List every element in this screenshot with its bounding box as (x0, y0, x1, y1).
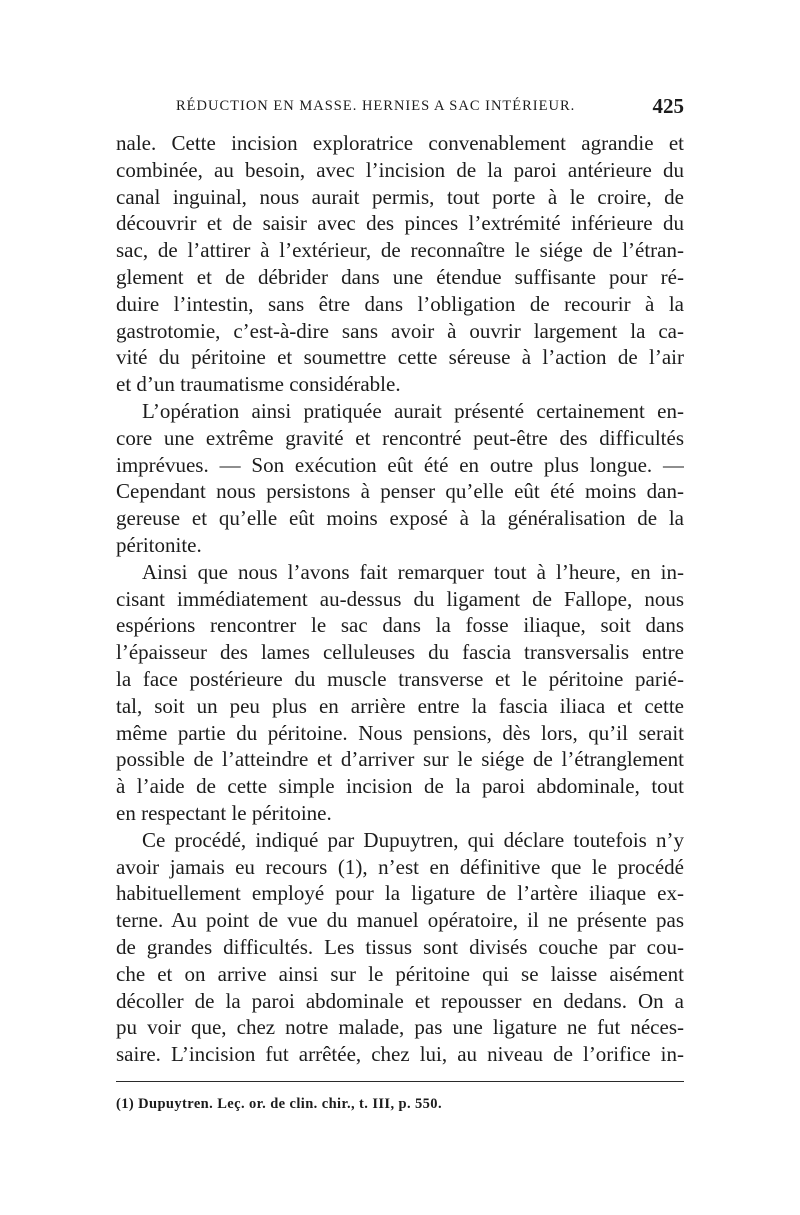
footnote-rule (116, 1081, 684, 1082)
body-text (116, 130, 684, 1068)
text-line: à l’aide de cette simple incision de la paroi abdominale, tout (116, 774, 684, 799)
text-line: duire l’intestin, sans être dans l’obligation de recourir à la (116, 291, 684, 316)
text-line: gereuse et qu’elle eût moins exposé à la généralisation de la (116, 506, 684, 531)
text-line: core une extrême gravité et rencontré peut-être des difficultés (116, 425, 684, 450)
text-line: décoller de la paroi abdominale et repousser en dedans. On a (116, 988, 684, 1013)
text-line: avoir jamais eu recours (1), n’est en définitive que le procédé (116, 854, 684, 879)
paragraph-start-line: L’opération ainsi pratiquée aurait présenté certainement en- (142, 398, 684, 423)
text-line: sac, de l’attirer à l’extérieur, de reconnaître le siége de l’étran- (116, 238, 684, 263)
running-title: RÉDUCTION EN MASSE. HERNIES A SAC INTÉRIEUR. (176, 98, 576, 114)
text-line: même partie du péritoine. Nous pensions, dès lors, qu’il serait (116, 720, 684, 745)
page-number: 425 (652, 94, 684, 118)
text-line: glement et de débrider dans une étendue suffisante pour ré- (116, 264, 684, 289)
paragraph-end-line: en respectant le péritoine. (116, 800, 332, 825)
text-line: cisant immédiatement au-dessus du ligament de Fallope, nous (116, 586, 684, 611)
text-line: nale. Cette incision exploratrice convenablement agrandie et (116, 131, 684, 155)
footnote: (1) Dupuytren. Leç. or. de clin. chir., t. III, p. 550. (116, 1096, 442, 1112)
text-line: canal inguinal, nous aurait permis, tout porte à le croire, de (116, 184, 684, 209)
text-line: possible de l’atteindre et d’arriver sur le siége de l’étranglement (116, 747, 684, 772)
text-line: habituellement employé pour la ligature de l’artère iliaque ex- (116, 881, 684, 906)
paragraph-end-line: péritonite. (116, 532, 202, 557)
text-line: che et on arrive ainsi sur le péritoine qui se laisse aisément (116, 961, 684, 986)
text-line: vité du péritoine et soumettre cette séreuse à l’action de l’air (116, 345, 684, 370)
text-line: terne. Au point de vue du manuel opératoire, il ne présente pas (116, 908, 684, 933)
text-line: Cependant nous persistons à penser qu’elle eût été moins dan- (116, 479, 684, 504)
text-line: pu voir que, chez notre malade, pas une ligature ne fut néces- (116, 1015, 684, 1040)
text-line: découvrir et de saisir avec des pinces l’extrémité inférieure du (116, 211, 684, 236)
text-line: l’épaisseur des lames celluleuses du fascia transversalis entre (116, 640, 684, 665)
text-line: de grandes difficultés. Les tissus sont divisés couche par cou- (116, 934, 684, 959)
text-line: combinée, au besoin, avec l’incision de la paroi antérieure du (116, 157, 684, 182)
paragraph-start-line: Ce procédé, indiqué par Dupuytren, qui déclare toutefois n’y (142, 827, 684, 852)
text-line: la face postérieure du muscle transverse et le péritoine parié- (116, 666, 684, 691)
running-head (116, 94, 684, 124)
paragraph-end-line: et d’un traumatisme considérable. (116, 372, 401, 397)
text-line: tal, soit un peu plus en arrière entre la fascia iliaca et cette (116, 693, 684, 718)
text-line: saire. L’incision fut arrêtée, chez lui, au niveau de l’orifice in- (116, 1042, 684, 1067)
text-line: gastrotomie, c’est-à-dire sans avoir à ouvrir largement la ca- (116, 318, 684, 343)
paragraph-start-line: Ainsi que nous l’avons fait remarquer tout à l’heure, en in- (142, 559, 684, 584)
text-line: imprévues. — Son exécution eût été en outre plus longue. — (116, 452, 684, 477)
text-line: espérions rencontrer le sac dans la fosse iliaque, soit dans (116, 613, 684, 638)
